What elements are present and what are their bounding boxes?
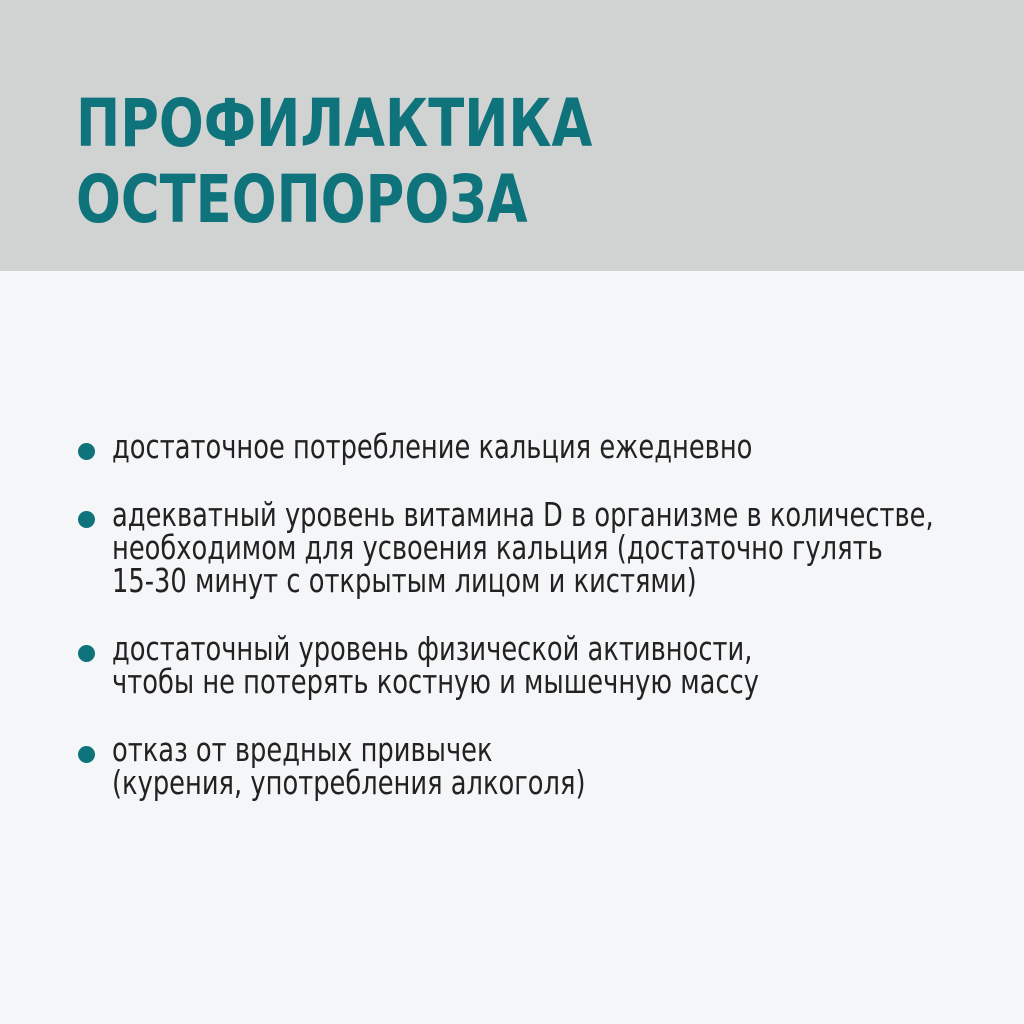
- page-title: [76, 86, 592, 238]
- list-item-text: достаточное потребление кальция ежедневно: [112, 427, 753, 466]
- title-line-2: ОСТЕОПОРОЗА: [76, 161, 528, 238]
- bullet-dot-icon: [78, 511, 95, 528]
- title-line-1: ПРОФИЛАКТИКА: [76, 85, 593, 162]
- list-item: [78, 730, 1024, 802]
- list-item-text: достаточный уровень физической активности, чтобы не потерять костную и мышечную массу: [112, 629, 759, 701]
- bullet-dot-icon: [78, 443, 95, 460]
- header-banner: [0, 0, 1024, 271]
- bullet-dot-icon: [78, 645, 95, 662]
- bullet-dot-icon: [78, 746, 95, 763]
- list-item: [78, 495, 1024, 600]
- list-item: [78, 629, 1024, 701]
- bullet-list: [78, 427, 1024, 834]
- list-item-text: адекватный уровень витамина D в организме в количестве, необходимом для усвоения кальция (достаточно гулять 15-30 минут с открытым лицом и кистями): [112, 495, 934, 600]
- list-item: [78, 427, 1024, 466]
- list-item-text: отказ от вредных привычек (курения, употребления алкоголя): [112, 730, 586, 802]
